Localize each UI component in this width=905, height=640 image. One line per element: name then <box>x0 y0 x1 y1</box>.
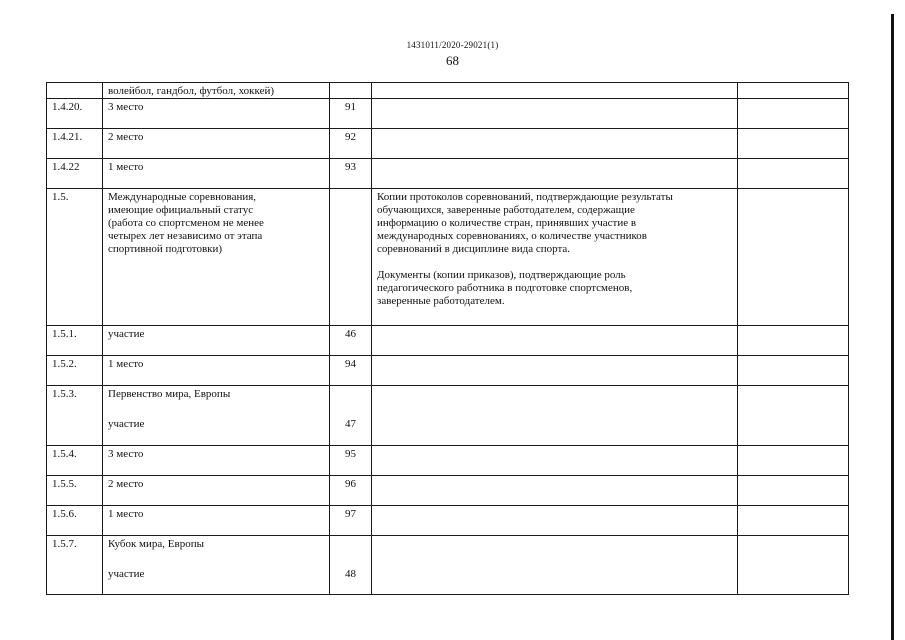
row-name <box>103 386 330 446</box>
table-row <box>47 446 849 476</box>
row-points-value: 47 <box>345 418 356 430</box>
row-extra <box>738 189 849 326</box>
document-id: 1431011/2020-29021(1) <box>406 40 499 50</box>
row-docs <box>372 99 738 129</box>
row-extra <box>738 506 849 536</box>
row-docs <box>372 476 738 506</box>
row-points: 91 <box>330 99 372 129</box>
table-row <box>47 326 849 356</box>
table-row <box>47 506 849 536</box>
row-extra <box>738 536 849 595</box>
row-points-value: 48 <box>345 568 356 580</box>
row-extra <box>738 386 849 446</box>
row-code: 1.5. <box>47 189 103 326</box>
row-points <box>330 536 372 595</box>
row-docs <box>372 326 738 356</box>
row-name: 1 место <box>103 159 330 189</box>
row-points: 96 <box>330 476 372 506</box>
row-code: 1.4.20. <box>47 99 103 129</box>
row-docs <box>372 386 738 446</box>
row-points: 94 <box>330 356 372 386</box>
row-points <box>330 189 372 326</box>
row-code: 1.5.1. <box>47 326 103 356</box>
row-name: 2 место <box>103 476 330 506</box>
row-points: 92 <box>330 129 372 159</box>
row-extra <box>738 99 849 129</box>
docs-orders-text: Документы (копии приказов), подтверждающие роль педагогического работника в подготовке спортсменов, заверенные работодателем. <box>377 269 633 307</box>
table-row <box>47 99 849 129</box>
row-name: 3 место <box>103 99 330 129</box>
table-row <box>47 356 849 386</box>
row-code: 1.4.22 <box>47 159 103 189</box>
row-name-sub: участие <box>108 418 145 430</box>
row-extra <box>738 476 849 506</box>
row-docs <box>372 446 738 476</box>
row-code: 1.5.3. <box>47 386 103 446</box>
table-row <box>47 189 849 326</box>
table-row <box>47 476 849 506</box>
row-docs <box>372 129 738 159</box>
table-row <box>47 83 849 99</box>
row-name-title: Кубок мира, Европы <box>108 538 204 550</box>
row-name-title: Первенство мира, Европы <box>108 388 231 400</box>
row-points <box>330 386 372 446</box>
row-points: 95 <box>330 446 372 476</box>
table-row <box>47 536 849 595</box>
row-name: Международные соревнования, имеющие официальный статус (работа со спортсменом не менее четырех лет независимо от этапа спортивной подготовки) <box>103 189 330 326</box>
row-docs <box>372 189 738 326</box>
table-row <box>47 129 849 159</box>
scan-edge-line <box>891 14 894 640</box>
row-extra <box>738 446 849 476</box>
row-code: 1.4.21. <box>47 129 103 159</box>
row-extra <box>738 159 849 189</box>
row-points: 46 <box>330 326 372 356</box>
row-name: волейбол, гандбол, футбол, хоккей) <box>103 83 330 99</box>
row-name-sub: участие <box>108 568 145 580</box>
row-extra <box>738 83 849 99</box>
row-code: 1.5.7. <box>47 536 103 595</box>
row-name: 1 место <box>103 506 330 536</box>
row-code <box>47 83 103 99</box>
row-docs <box>372 83 738 99</box>
row-name <box>103 536 330 595</box>
row-points: 97 <box>330 506 372 536</box>
row-points: 93 <box>330 159 372 189</box>
row-code: 1.5.4. <box>47 446 103 476</box>
row-code: 1.5.5. <box>47 476 103 506</box>
row-docs <box>372 506 738 536</box>
row-code: 1.5.2. <box>47 356 103 386</box>
row-extra <box>738 326 849 356</box>
docs-protocols-text: Копии протоколов соревнований, подтверждающие результаты обучающихся, заверенные работодателем, содержащие информацию о количестве стран, принявших участие в международных соревнованиях, о количестве участников соревнований в дисциплине вида спорта. <box>377 191 673 255</box>
row-docs <box>372 159 738 189</box>
page-number: 68 <box>446 53 459 68</box>
criteria-table <box>46 82 849 595</box>
row-points <box>330 83 372 99</box>
row-name: 3 место <box>103 446 330 476</box>
row-code: 1.5.6. <box>47 506 103 536</box>
row-docs <box>372 356 738 386</box>
row-extra <box>738 129 849 159</box>
row-name: 1 место <box>103 356 330 386</box>
row-name: 2 место <box>103 129 330 159</box>
row-extra <box>738 356 849 386</box>
row-name: участие <box>103 326 330 356</box>
table-row <box>47 386 849 446</box>
row-docs <box>372 536 738 595</box>
table-row <box>47 159 849 189</box>
